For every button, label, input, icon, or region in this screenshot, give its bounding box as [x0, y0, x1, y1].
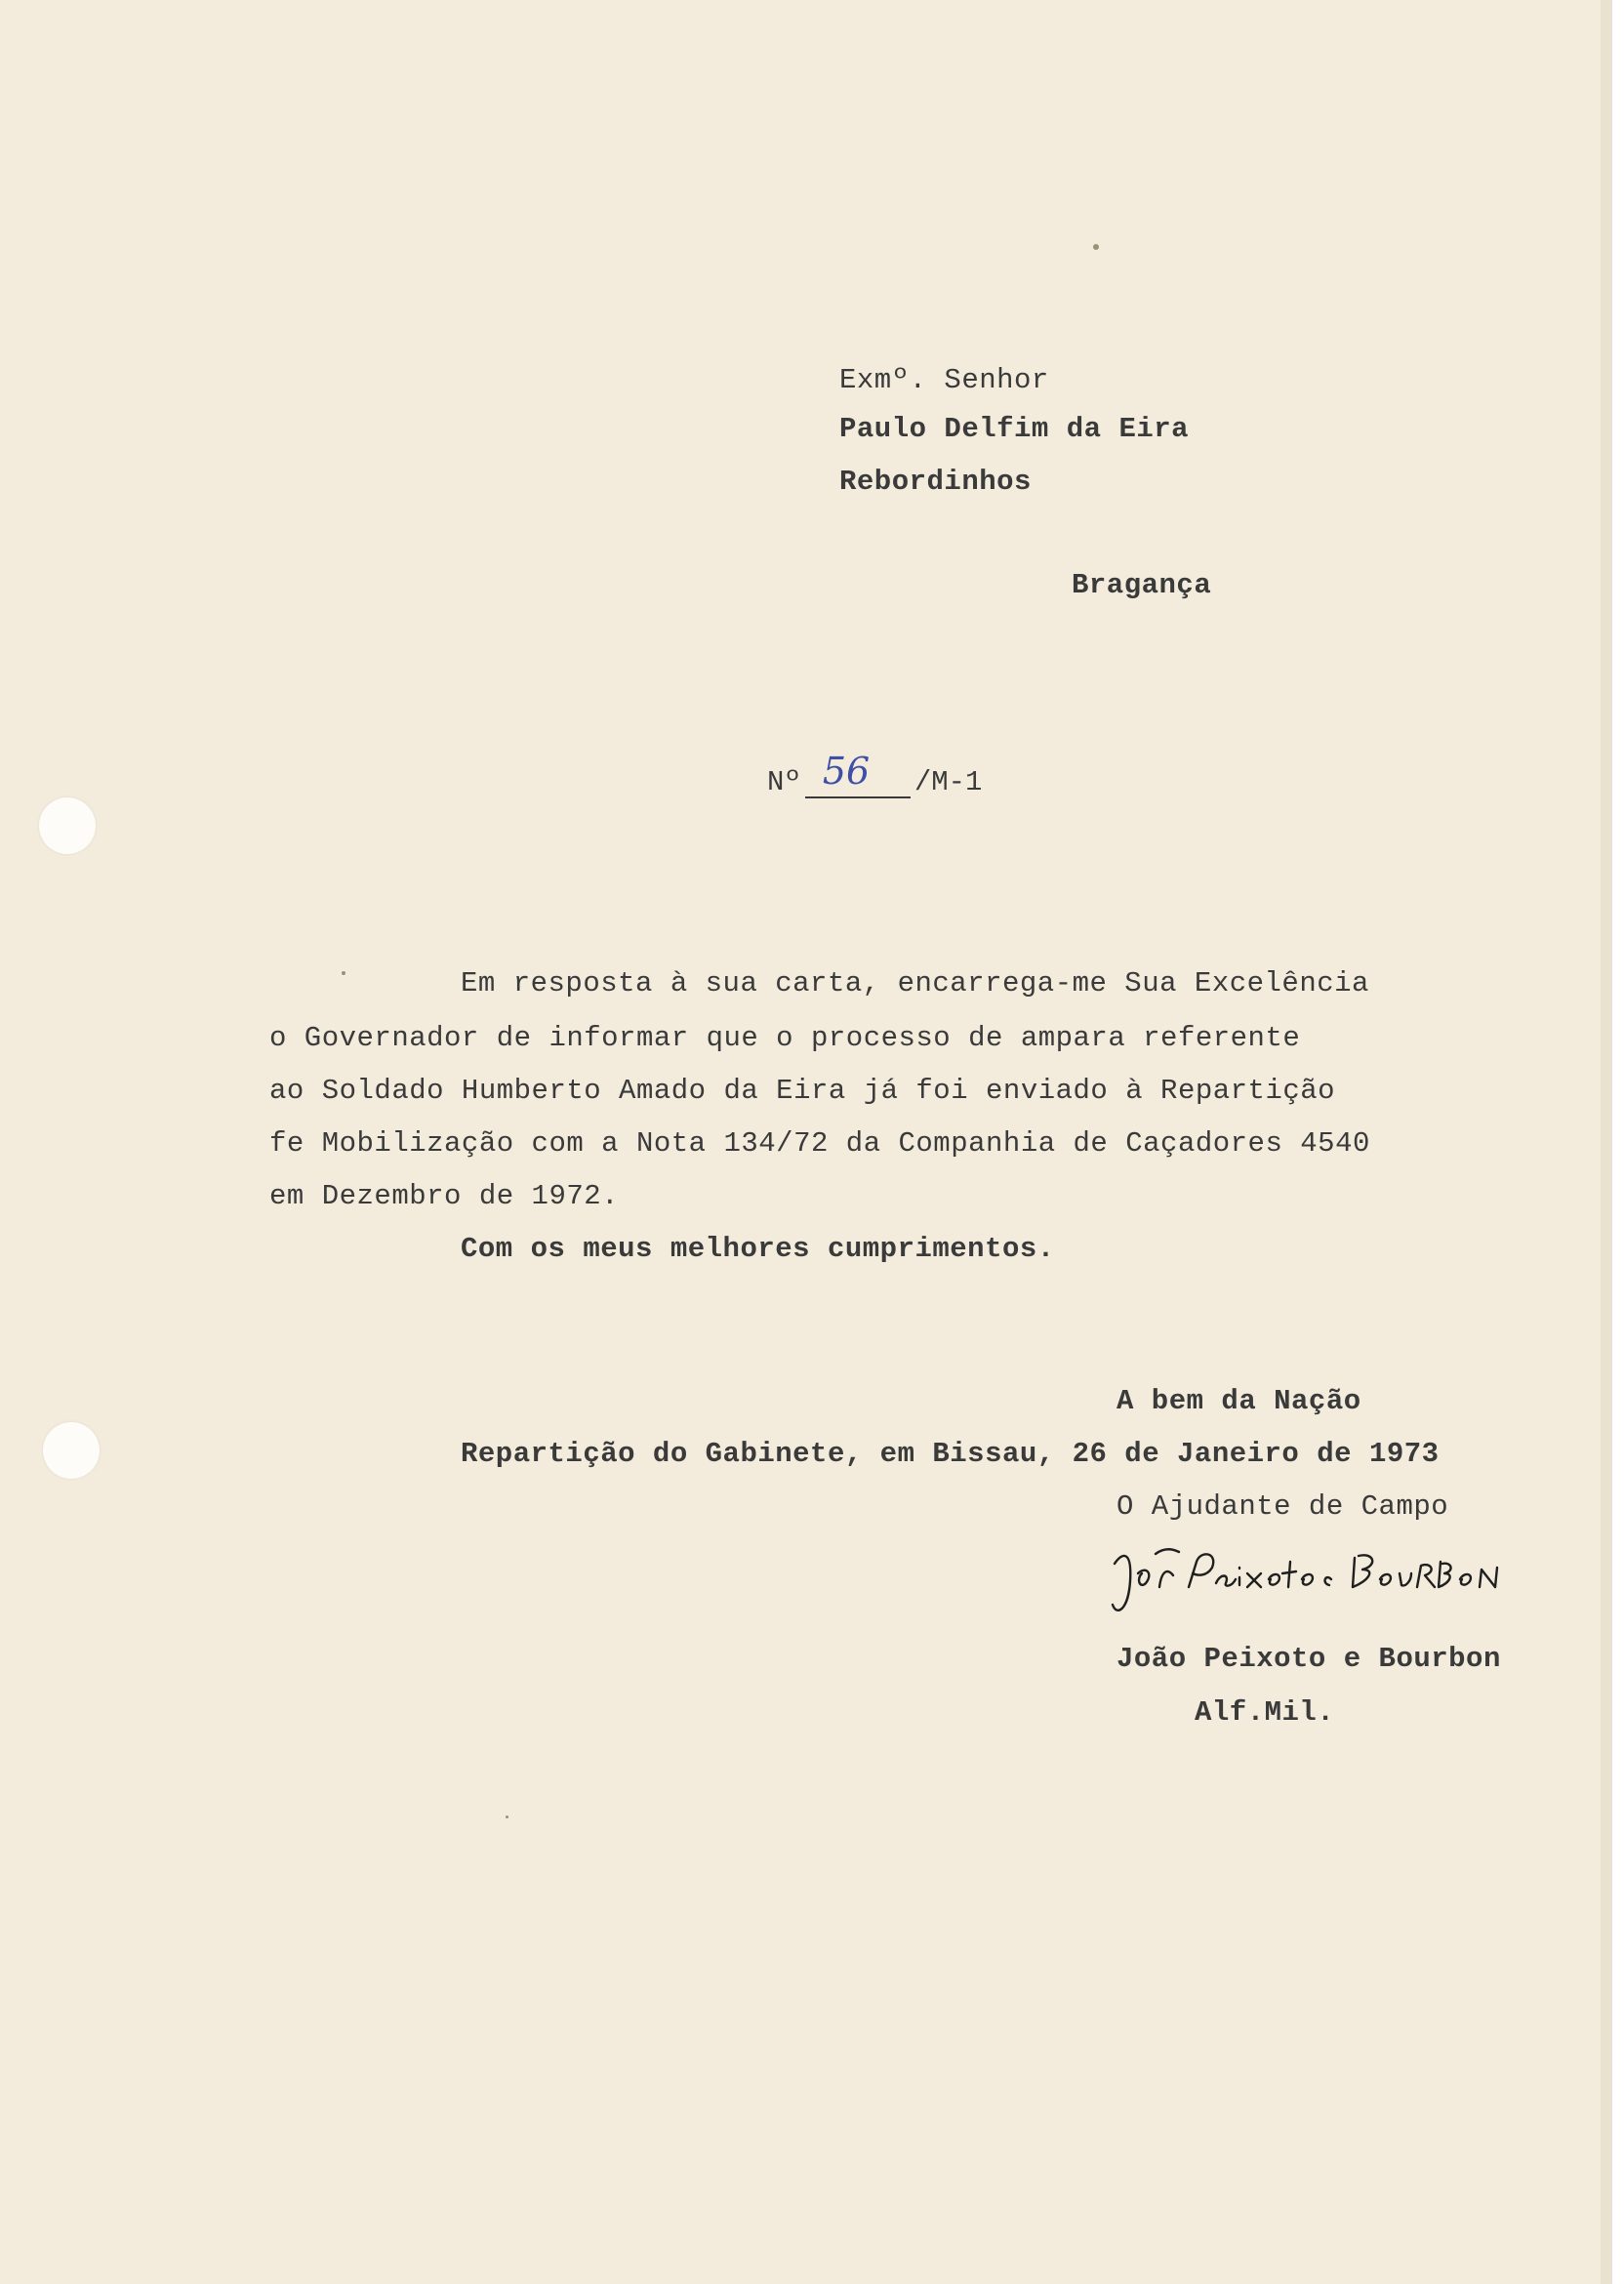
- signer-name: João Peixoto e Bourbon: [1116, 1643, 1501, 1675]
- place-date: Repartição do Gabinete, em Bissau, 26 de Janeiro de 1973: [461, 1438, 1440, 1470]
- punch-hole-top: [39, 797, 96, 854]
- signer-role: O Ajudante de Campo: [1116, 1490, 1449, 1523]
- punch-hole-bottom: [43, 1422, 100, 1479]
- body-line-3: ao Soldado Humberto Amado da Eira já foi enviado à Repartição: [269, 1075, 1336, 1107]
- paper-edge: [1601, 0, 1612, 2284]
- paper-speck: [342, 971, 345, 975]
- reference-handwritten-number: 56: [822, 750, 871, 793]
- signer-rank: Alf.Mil.: [1195, 1696, 1335, 1729]
- paper-speck: [506, 1815, 508, 1818]
- body-line-4: fe Mobilização com a Nota 134/72 da Companhia de Caçadores 4540: [269, 1127, 1370, 1160]
- recipient-city: Bragança: [1072, 569, 1212, 601]
- body-line-5: em Dezembro de 1972.: [269, 1180, 620, 1212]
- reference-blank: [805, 750, 911, 798]
- recipient-name: Paulo Delfim da Eira: [839, 413, 1190, 445]
- paper-speck: [1093, 244, 1099, 250]
- motto: A bem da Nação: [1116, 1385, 1361, 1417]
- reference-suffix: /M-1: [914, 766, 983, 798]
- reference-number: [767, 750, 983, 798]
- body-line-1: Em resposta à sua carta, encarrega-me Sua Excelência: [461, 967, 1369, 999]
- reference-prefix: Nº: [767, 766, 801, 798]
- recipient-locality: Rebordinhos: [839, 466, 1032, 498]
- body-line-2: o Governador de informar que o processo de ampara referente: [269, 1022, 1301, 1054]
- recipient-salutation: Exmº. Senhor: [839, 364, 1049, 396]
- signature: [1103, 1523, 1513, 1630]
- closing-line: Com os meus melhores cumprimentos.: [461, 1233, 1055, 1265]
